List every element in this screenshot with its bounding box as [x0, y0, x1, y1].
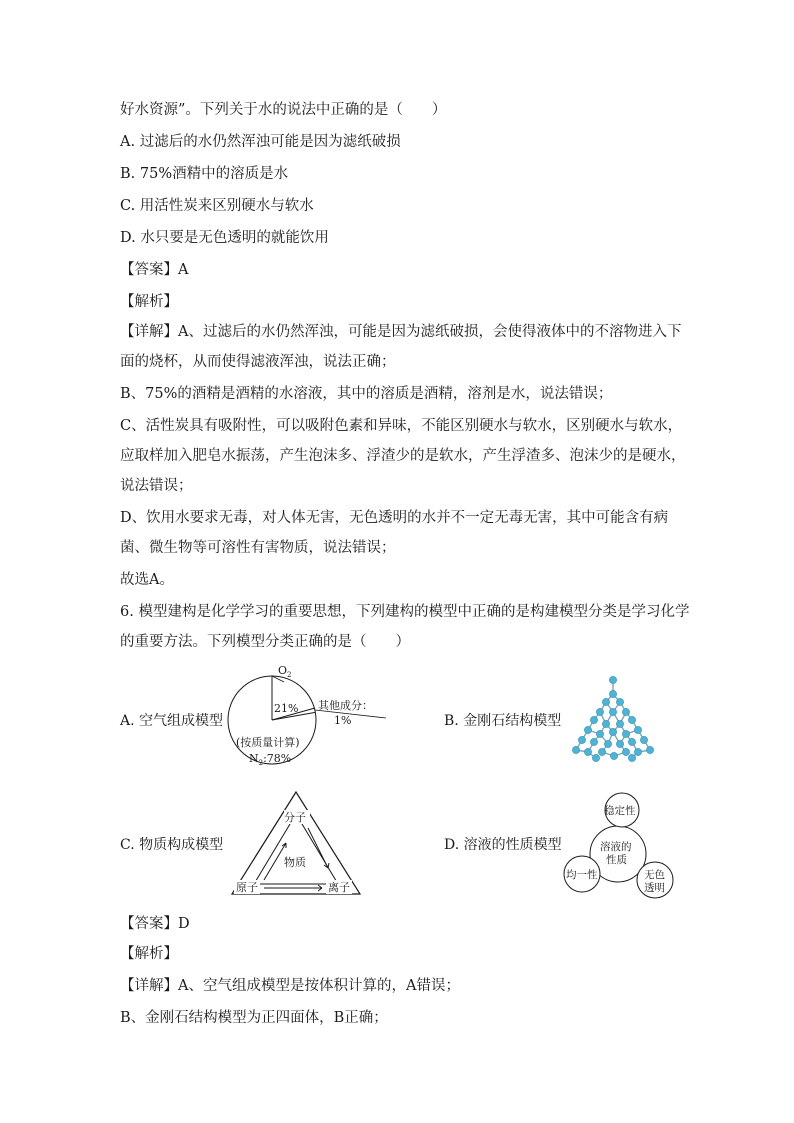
- question6-stem-line-2: 的重要方法。下列模型分类正确的是（ ）: [120, 634, 410, 650]
- q6-analysis-heading: 【解析】: [120, 946, 178, 962]
- q6-option-d-label: D. 溶液的性质模型: [444, 837, 562, 853]
- question5-stem-tail: 好水资源”。下列关于水的说法中正确的是（ ）: [120, 102, 447, 118]
- outer-triangle: [232, 792, 360, 894]
- q6-option-c-label: C. 物质构成模型: [120, 837, 224, 853]
- atom-label: 原子: [236, 881, 258, 894]
- carbon-atom: [622, 730, 629, 737]
- molecule-label: 分子: [284, 811, 306, 824]
- stability-label: 稳定性: [604, 805, 636, 817]
- carbon-atom: [616, 740, 623, 747]
- carbon-atom: [616, 698, 623, 705]
- carbon-atom: [609, 708, 616, 715]
- carbon-atom: [578, 736, 585, 743]
- o2-percent: 21%: [274, 702, 299, 715]
- carbon-atom: [584, 726, 591, 733]
- q6-answer: 【答案】D: [120, 916, 190, 932]
- carbon-atom: [609, 690, 616, 697]
- q6-detail-line-1: 【详解】A、空气组成模型是按体积计算的，A错误；: [120, 978, 460, 994]
- calculation-basis: (按质量计算): [236, 736, 300, 749]
- other-components-percent: 1%: [334, 714, 352, 727]
- q5-detail-line-3: B、75%的酒精是酒精的水溶液，其中的溶质是酒精，溶剂是水，说法错误；: [120, 386, 613, 402]
- q5-detail-line-6: 说法错误；: [120, 478, 193, 494]
- carbon-atom: [628, 754, 635, 761]
- carbon-atom: [634, 726, 641, 733]
- substance-label: 物质: [284, 856, 306, 869]
- carbon-atom: [634, 748, 641, 755]
- carbon-atom: [616, 720, 623, 727]
- carbon-atom: [609, 676, 616, 683]
- air-composition-pie: [222, 660, 394, 772]
- carbon-atom: [590, 738, 597, 745]
- q5-detail-line-1: 【详解】A、过滤后的水仍然浑浊，可能是因为滤纸破损，会使得液体中的不溶物进入下: [120, 324, 682, 340]
- carbon-atom: [604, 740, 611, 747]
- uniformity-label: 均一性: [566, 869, 598, 881]
- q5-option-d: D. 水只要是无色透明的就能饮用: [120, 230, 329, 246]
- o2-label: $O_2$: [278, 664, 292, 679]
- ion-label: 离子: [328, 881, 350, 894]
- q5-detail-line-5: 应取样加入肥皂水振荡，产生泡沫多、浮渣少的是软水，产生浮渣多、泡沫少的是硬水，: [120, 448, 686, 464]
- q5-detail-line-8: 菌、微生物等可溶性有害物质，说法错误；: [120, 540, 396, 556]
- arrow-molecule-to-ion: [308, 828, 328, 868]
- carbon-atom: [622, 708, 629, 715]
- transparency-label-line1: 无色: [644, 869, 665, 881]
- q5-detail-line-7: D、饮用水要求无毒，对人体无害，无色透明的水并不一定无毒无害，其中可能含有病: [120, 510, 669, 526]
- solution-properties-model: [560, 792, 678, 900]
- q5-conclusion: 故选A。: [120, 572, 174, 588]
- carbon-atom: [596, 730, 603, 737]
- other-components-label: 其他成分：: [318, 699, 373, 712]
- carbon-atom: [628, 738, 635, 745]
- n2-label: $N_2:78\%$: [249, 752, 292, 767]
- carbon-atom: [646, 746, 653, 753]
- carbon-atom: [590, 716, 597, 723]
- q6-option-a-label: A. 空气组成模型: [120, 713, 224, 729]
- transparency-label-line2: 透明: [644, 882, 665, 894]
- q5-answer: 【答案】A: [120, 262, 189, 278]
- carbon-atom: [598, 748, 605, 755]
- q6-detail-line-2: B、金刚石结构模型为正四面体，B正确；: [120, 1010, 388, 1026]
- carbon-atom: [592, 754, 599, 761]
- carbon-atom: [602, 720, 609, 727]
- center-label-line2: 性质: [606, 854, 627, 866]
- carbon-atom: [596, 708, 603, 715]
- q5-option-a: A. 过滤后的水仍然浑浊可能是因为滤纸破损: [120, 134, 401, 150]
- question6-stem-line-1: 6. 模型建构是化学学习的重要思想，下列建构的模型中正确的是构建模型分类是学习化学: [120, 604, 690, 620]
- q5-analysis-heading: 【解析】: [120, 294, 178, 310]
- q5-option-b: B. 75%酒精中的溶质是水: [120, 166, 289, 182]
- q5-option-c: C. 用活性炭来区别硬水与软水: [120, 198, 314, 214]
- carbon-atom: [640, 736, 647, 743]
- center-label-line1: 溶液的: [600, 841, 632, 853]
- q5-detail-line-4: C、活性炭具有吸附性，可以吸附色素和异味，不能区别硬水与软水，区别硬水与软水，: [120, 418, 683, 434]
- q5-detail-line-2: 面的烧杯，从而使得滤液浑浊，说法正确；: [120, 354, 396, 370]
- q6-option-b-label: B. 金刚石结构模型: [444, 713, 562, 729]
- carbon-atom: [622, 748, 629, 755]
- substance-composition-triangle: [228, 788, 364, 900]
- carbon-atom: [610, 752, 617, 759]
- carbon-atom: [628, 716, 635, 723]
- carbon-atom: [572, 746, 579, 753]
- carbon-atom: [609, 728, 616, 735]
- carbon-atom: [602, 698, 609, 705]
- carbon-atom: [584, 748, 591, 755]
- inner-triangle: [254, 814, 338, 884]
- diamond-structure-model: [560, 672, 672, 764]
